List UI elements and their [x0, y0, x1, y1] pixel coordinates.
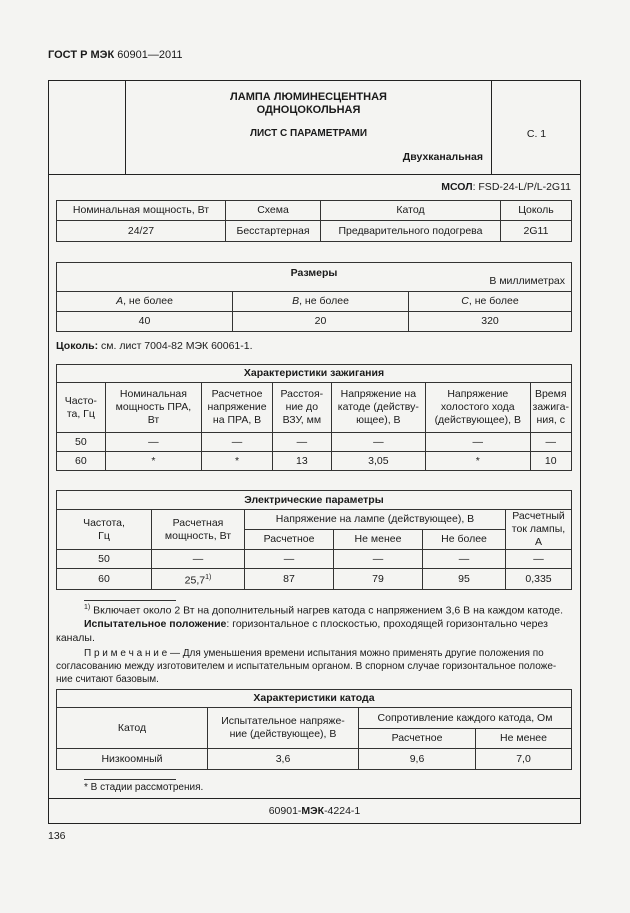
- table-row: [57, 749, 572, 770]
- ign-header-power: Номинальная мощность ПРА, Вт: [105, 383, 201, 433]
- header-scheme: Схема: [226, 201, 321, 221]
- header-cathode: Катод: [321, 201, 501, 221]
- el-cell: —: [506, 550, 572, 569]
- el-header-max: Не более: [423, 530, 506, 550]
- footnote-1: $^{1)}$ Включает около 2 Вт на дополнительный нагрев катода с напряжением 3,6 В на каждом катоде.: [84, 604, 564, 617]
- ign-header-open-voltage: Напряжение холостого хода (действующее), В: [426, 383, 531, 433]
- ign-cell: —: [202, 433, 273, 452]
- cathode-table: [56, 689, 572, 770]
- ign-cell: *: [426, 452, 531, 471]
- cell-scheme: Бесстартерная: [226, 221, 321, 242]
- cath-header-min: Не менее: [476, 729, 572, 749]
- ign-cell: *: [105, 452, 201, 471]
- ign-header-voltage: Расчетное напряжение на ПРА, В: [202, 383, 273, 433]
- cathode-title: Характеристики катода: [57, 690, 572, 708]
- ign-cell: 3,05: [331, 452, 425, 471]
- header-cap: Цоколь: [501, 201, 572, 221]
- ign-cell: —: [426, 433, 531, 452]
- sheet-number: 60901-МЭК-4224-1: [268, 805, 361, 817]
- el-cell: 87: [245, 569, 334, 590]
- cell-cathode: Предварительного подогрева: [321, 221, 501, 242]
- el-cell: —: [334, 550, 423, 569]
- cath-header-rated: Расчетное: [359, 729, 476, 749]
- cell-power: 24/27: [57, 221, 226, 242]
- el-cell: 0,335: [506, 569, 572, 590]
- dim-value-a: 40: [57, 312, 233, 332]
- cath-cell: 9,6: [359, 749, 476, 770]
- ign-cell: 13: [272, 452, 331, 471]
- ignition-title: Характеристики зажигания: [57, 365, 572, 383]
- el-cell: 25,7$^{1)}$: [152, 569, 245, 590]
- main-parameters-table: [56, 200, 572, 242]
- lamp-title: ЛАМПА ЛЮМИНЕСЦЕНТНАЯ ОДНОЦОКОЛЬНАЯ: [230, 91, 387, 116]
- el-header-current: Расчетный ток лампы, А: [506, 510, 572, 550]
- ign-cell: *: [202, 452, 273, 471]
- table-row: [57, 452, 572, 471]
- el-cell: 79: [334, 569, 423, 590]
- title-divider-right: [491, 80, 492, 174]
- cath-cell: 7,0: [476, 749, 572, 770]
- dim-header-a: A, не более: [57, 292, 233, 312]
- ign-cell: —: [105, 433, 201, 452]
- star-note-rule: [84, 779, 176, 780]
- cath-header-type: Катод: [57, 708, 208, 749]
- cath-cell: Низкоомный: [57, 749, 208, 770]
- sheet-title: ЛИСТ С ПАРАМЕТРАМИ: [249, 128, 368, 139]
- page-number: 136: [48, 830, 66, 842]
- el-cell: —: [423, 550, 506, 569]
- dim-header-b: B, не более: [233, 292, 409, 312]
- ign-cell: 10: [530, 452, 571, 471]
- el-header-min: Не менее: [334, 530, 423, 550]
- el-cell: 50: [57, 550, 152, 569]
- ign-cell: —: [530, 433, 571, 452]
- page-reference: С. 1: [526, 128, 547, 140]
- ign-cell: 50: [57, 433, 106, 452]
- dimensions-title-cell: [57, 263, 572, 292]
- ign-header-freq: Часто- та, Гц: [57, 383, 106, 433]
- lamp-type: Двухканальная: [402, 151, 483, 163]
- cell-cap: 2G11: [501, 221, 572, 242]
- table-row: [57, 569, 572, 590]
- el-cell: —: [152, 550, 245, 569]
- table-row: [57, 550, 572, 569]
- dim-value-c: 320: [409, 312, 572, 332]
- dim-header-c: C, не более: [409, 292, 572, 312]
- el-header-power: Расчетная мощность, Вт: [152, 510, 245, 550]
- footnote-rule: [84, 600, 176, 601]
- electrical-title: Электрические параметры: [57, 491, 572, 510]
- footer-line: [48, 798, 581, 799]
- dim-value-b: 20: [233, 312, 409, 332]
- title-bottom-line: [48, 174, 581, 175]
- cap-reference: Цоколь: см. лист 7004-82 МЭК 60061-1.: [56, 340, 253, 352]
- table-row: [57, 433, 572, 452]
- ign-cell: —: [331, 433, 425, 452]
- el-header-voltage: Напряжение на лампе (действующее), В: [245, 510, 506, 530]
- ign-cell: —: [272, 433, 331, 452]
- dimensions-table: [56, 262, 572, 332]
- cath-header-res: Сопротивление каждого катода, Ом: [359, 708, 572, 729]
- el-header-freq: Частота, Гц: [57, 510, 152, 550]
- header-power: Номинальная мощность, Вт: [57, 201, 226, 221]
- cath-cell: 3,6: [208, 749, 359, 770]
- ignition-table: [56, 364, 572, 471]
- dimensions-unit: В миллиметрах: [489, 275, 565, 287]
- note-block: П р и м е ч а н и е — Для уменьшения времени испытания можно применять другие положения по согласованию между изготовителем и испытательным органом. В спорном случае горизонтальное положе- ние считают базовым.: [56, 648, 557, 685]
- ign-cell: 60: [57, 452, 106, 471]
- electrical-table: [56, 490, 572, 590]
- document-header: ГОСТ Р МЭК 60901—2011: [48, 49, 183, 61]
- el-cell: 60: [57, 569, 152, 590]
- star-note: * В стадии рассмотрения.: [84, 782, 204, 793]
- ign-header-cathode-voltage: Напряжение на катоде (действу- ющее), В: [331, 383, 425, 433]
- cath-header-test: Испытательное напряже- ние (действующее), В: [208, 708, 359, 749]
- el-cell: —: [245, 550, 334, 569]
- test-position: Испытательное положение: горизонтальное с плоскостью, проходящей горизонтально через каналы.: [56, 618, 548, 644]
- ign-header-distance: Расстоя- ние до ВЗУ, мм: [272, 383, 331, 433]
- dimensions-title: Размеры: [290, 267, 338, 279]
- ign-header-time: Время зажига- ния, с: [530, 383, 571, 433]
- mcol-designation: МСОЛ: FSD-24-L/P/L-2G11: [441, 181, 571, 193]
- el-cell: 95: [423, 569, 506, 590]
- el-header-rated: Расчетное: [245, 530, 334, 550]
